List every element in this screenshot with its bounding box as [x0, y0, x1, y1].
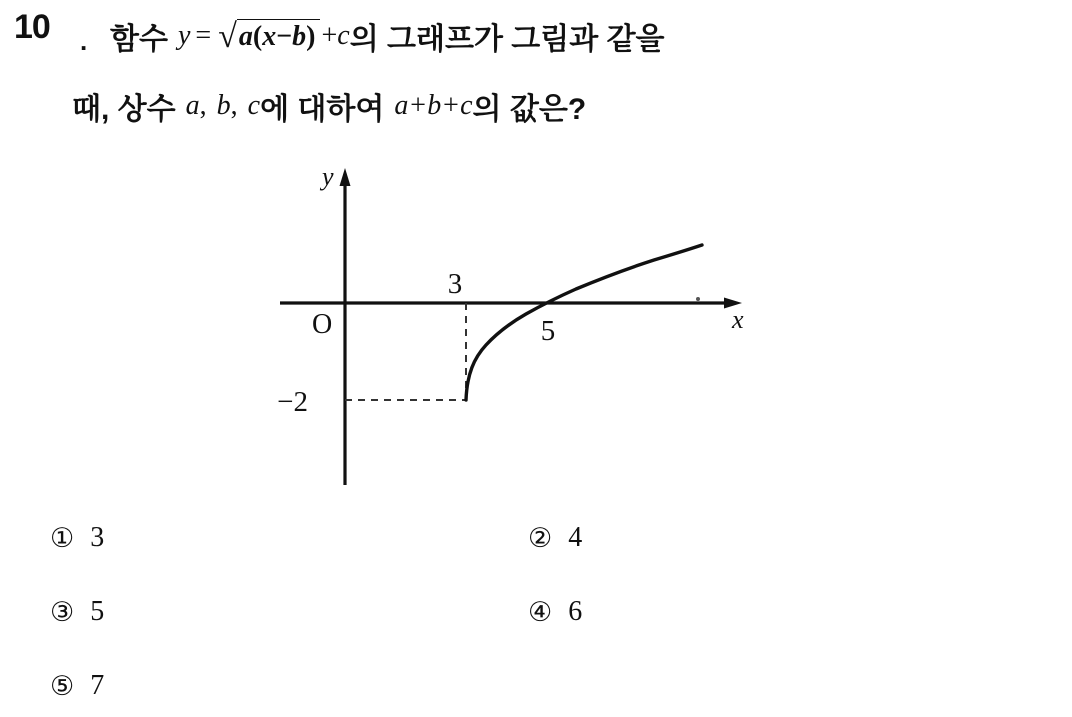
choice-1[interactable] [50, 522, 104, 554]
choice-5-label: 7 [90, 670, 105, 701]
function-curve [466, 245, 702, 400]
question-line2-pre: 때, 상수 [72, 93, 176, 126]
choice-1-marker-icon: ① [50, 522, 75, 554]
math-expression-sum: a+b+c [394, 90, 473, 121]
question-line2-post: 의 값은? [472, 93, 587, 126]
math-equals: = [195, 20, 212, 51]
choice-2[interactable] [528, 522, 582, 554]
question-line2-mid: 에 대하여 [260, 93, 385, 126]
math-a: a [185, 90, 200, 121]
choice-2-marker-icon: ② [528, 522, 553, 554]
question-line-1 [110, 14, 665, 58]
choice-3-label: 5 [90, 596, 105, 627]
radicand-minus: − [276, 21, 293, 52]
choice-3-marker-icon: ③ [50, 596, 75, 628]
math-c2: c [247, 90, 261, 121]
choice-3[interactable] [50, 596, 104, 628]
question-line1-post: 의 그래프가 그림과 같을 [349, 23, 665, 56]
radical-expression [218, 19, 319, 53]
choice-2-label: 4 [568, 522, 583, 553]
question-number-dot: . [80, 26, 88, 56]
tick-label-x-5: 5 [540, 315, 556, 347]
choice-4[interactable] [528, 596, 582, 628]
question-line1-pre: 함수 [110, 23, 168, 56]
choice-4-marker-icon: ④ [528, 596, 553, 628]
question-line-2 [72, 84, 586, 128]
radicand [237, 19, 320, 53]
choice-5-marker-icon: ⑤ [50, 670, 75, 702]
tick-label-x-3: 3 [447, 268, 463, 300]
math-y: y [177, 20, 191, 51]
radical-sign: √ [218, 18, 237, 55]
radicand-b: b [292, 21, 307, 52]
math-comma-1: , [199, 90, 207, 121]
tick-label-y-neg2: −2 [277, 386, 308, 418]
radicand-a: a [238, 21, 253, 52]
radicand-open-paren: ( [252, 21, 263, 52]
origin-label: O [312, 309, 333, 340]
math-comma-2: , [230, 90, 238, 121]
choice-4-label: 6 [568, 596, 583, 627]
math-plus: + [321, 20, 338, 51]
y-axis-label: y [322, 162, 334, 191]
graph-svg [250, 160, 790, 500]
axis-dot-marker [696, 297, 700, 301]
y-axis-arrow [340, 168, 351, 186]
x-axis-label: x [732, 305, 744, 334]
radicand-close-paren: ) [306, 21, 316, 52]
math-b: b [216, 90, 231, 121]
graph-figure [250, 160, 790, 500]
choice-5[interactable] [50, 670, 104, 702]
choice-1-label: 3 [90, 522, 105, 553]
question-number: 10 [14, 8, 50, 46]
radicand-x: x [262, 21, 277, 52]
math-c: c [337, 20, 350, 51]
